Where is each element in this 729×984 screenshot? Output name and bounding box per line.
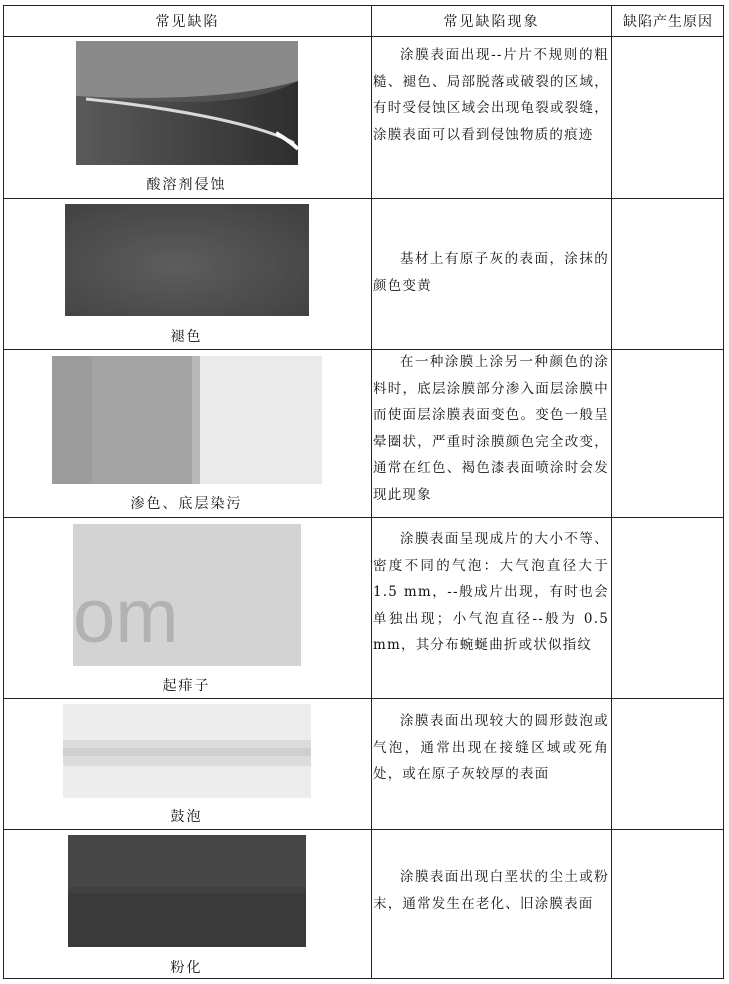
- row-divider: [4, 698, 723, 699]
- description-text: 涂膜表面呈现成片的大小不等、密度不同的气泡：大气泡直径大于 1.5 mm，--般成片出现，有时也会单独出现；小气泡直径--般为 0.5 mm，其分布蜿蜒曲折或状似指纹: [373, 531, 609, 653]
- defect-name: 鼓泡: [170, 809, 203, 825]
- defect-name: 酸溶剂侵蚀: [146, 177, 227, 193]
- defect-description: [373, 526, 609, 659]
- defect-description: [373, 42, 609, 148]
- defect-description: [373, 864, 609, 917]
- header-defect: 常见缺陷: [155, 14, 220, 30]
- header-phenomenon: 常见缺陷现象: [443, 14, 540, 30]
- defect-photo-bubbling: [63, 704, 311, 798]
- defect-description: [373, 349, 609, 508]
- defect-description: [373, 246, 609, 299]
- defect-photo-blistering: [73, 524, 301, 666]
- defect-description: [373, 708, 609, 788]
- description-text: 基材上有原子灰的表面，涂抹的颜色变黄: [373, 251, 609, 294]
- row-divider: [4, 349, 723, 350]
- description-text: 涂膜表面出现--片片不规则的粗糙、褪色、局部脱落或破裂的区域，有时受侵蚀区域会出现龟裂或裂缝，涂膜表面可以看到侵蚀物质的痕迹: [373, 47, 609, 143]
- defect-photo-acid-erosion: [76, 41, 298, 165]
- defect-photo-chalking: [68, 835, 306, 947]
- row-divider: [4, 829, 723, 830]
- defect-photo-bleeding: [52, 356, 322, 484]
- description-text: 涂膜表面出现较大的圆形鼓泡或气泡，通常出现在接缝区域或死角处，或在原子灰较厚的表面: [373, 713, 609, 782]
- defect-name: 起痱子: [162, 678, 211, 694]
- row-divider: [4, 36, 723, 37]
- defect-name: 渗色、底层染污: [130, 496, 243, 512]
- defect-name: 褪色: [170, 329, 203, 345]
- column-divider: [611, 6, 612, 978]
- description-text: 在一种涂膜上涂另一种颜色的涂料时，底层涂膜部分渗入面层涂膜中而使面层涂膜表面变色。变色一般呈晕圈状，严重时涂膜颜色完全改变，通常在红色、褐色漆表面喷涂时会发现此现象: [373, 354, 609, 503]
- description-text: 涂膜表面出现白垩状的尘土或粉末，通常发生在老化、旧涂膜表面: [373, 869, 609, 912]
- header-cause: 缺陷产生原因: [623, 14, 713, 30]
- defect-name: 粉化: [170, 960, 203, 976]
- column-divider: [371, 6, 372, 978]
- watermark: om: [73, 574, 179, 659]
- row-divider: [4, 198, 723, 199]
- defect-photo-fading: [65, 204, 309, 316]
- row-divider: [4, 517, 723, 518]
